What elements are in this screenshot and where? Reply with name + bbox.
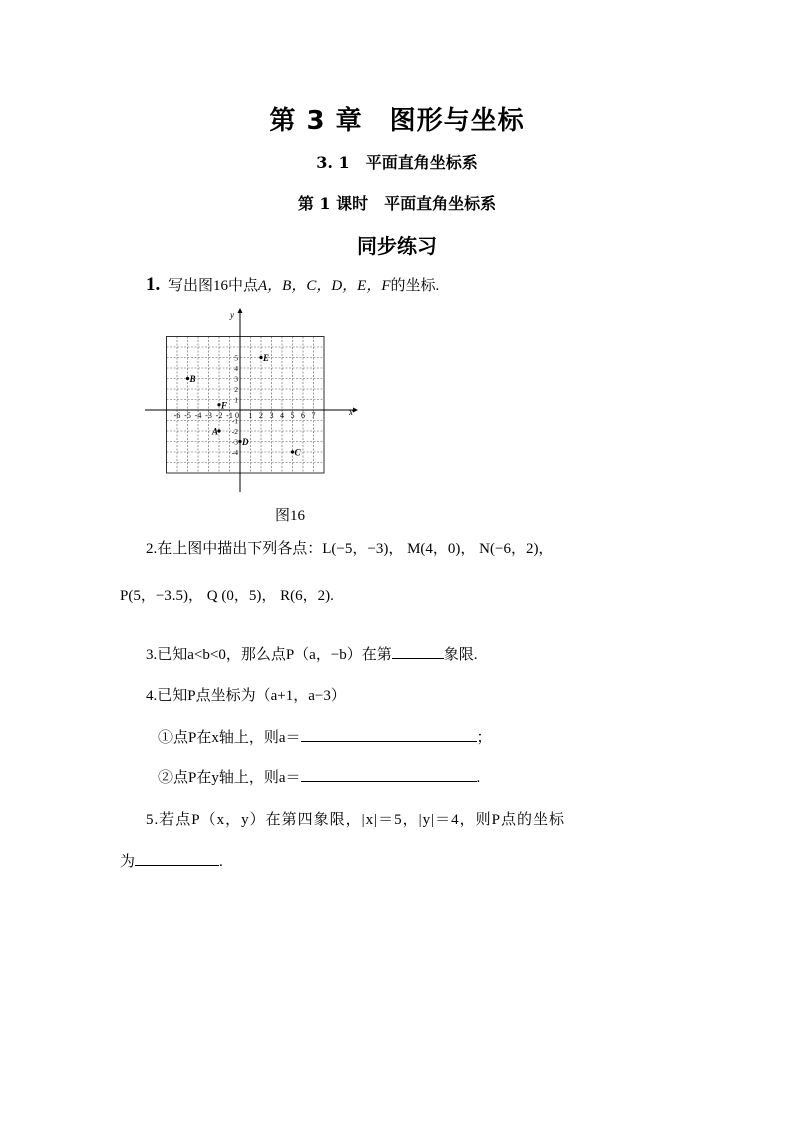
x-tick-label: 6 bbox=[301, 411, 305, 420]
point-label-e: E bbox=[263, 353, 270, 363]
y-axis-arrow bbox=[238, 308, 243, 313]
point-label-b: B bbox=[189, 374, 196, 384]
y-tick-label: 2 bbox=[234, 385, 238, 394]
question-5-line-2 bbox=[120, 850, 223, 871]
question-4-1-end: ； bbox=[476, 730, 492, 746]
figure-caption: 图16 bbox=[275, 508, 306, 524]
y-tick-label: -3 bbox=[231, 437, 238, 447]
x-tick-label: 2 bbox=[259, 411, 263, 420]
question-2-line-2: P(5，−3.5)， Q (0，5)， R(6，2). bbox=[120, 588, 334, 604]
y-tick-label: 4 bbox=[234, 364, 238, 373]
question-1-text-post: 的坐标. bbox=[390, 278, 440, 294]
answer-blank-q5[interactable] bbox=[135, 851, 219, 866]
chapter-title: 第 3 章 图形与坐标 bbox=[269, 106, 525, 136]
question-1-points: A，B，C，D，E，F bbox=[258, 278, 391, 294]
y-tick-label: 1 bbox=[234, 395, 238, 405]
x-axis-label: x bbox=[349, 407, 353, 417]
answer-blank-q4-2[interactable] bbox=[301, 767, 477, 782]
x-tick-label: 3 bbox=[269, 411, 274, 420]
y-tick-label: 5 bbox=[234, 353, 238, 363]
point-label-f: F bbox=[221, 400, 228, 411]
question-4-2-text: ②点P在y轴上，则a＝ bbox=[158, 770, 301, 786]
question-4-part-1 bbox=[158, 726, 492, 747]
x-tick-label: -4 bbox=[194, 411, 202, 420]
point-label-c: C bbox=[294, 447, 301, 458]
question-3-text-pre: 3.已知a<b<0，那么点P（a，−b）在第 bbox=[146, 647, 392, 663]
answer-blank-q3[interactable] bbox=[392, 644, 444, 659]
answer-blank-q4-1[interactable] bbox=[301, 727, 477, 742]
y-tick-label: -2 bbox=[231, 427, 238, 436]
y-tick-label: -1 bbox=[231, 416, 238, 426]
question-4-part-2 bbox=[158, 766, 480, 787]
y-tick-label: -4 bbox=[231, 448, 238, 457]
x-tick-label: -3 bbox=[205, 411, 212, 420]
x-tick-label: 5 bbox=[290, 411, 295, 420]
origin-label: 0 bbox=[235, 411, 239, 420]
question-3 bbox=[146, 643, 478, 664]
point-label-d: D bbox=[242, 437, 249, 447]
y-axis-label: y bbox=[230, 310, 234, 320]
y-tick-label: 3 bbox=[234, 374, 238, 384]
x-tick-label: -2 bbox=[215, 411, 223, 420]
question-1 bbox=[146, 274, 439, 296]
question-1-text-pre: 写出图16中点 bbox=[164, 278, 259, 294]
x-tick-label: -6 bbox=[173, 411, 181, 420]
x-tick-label: 4 bbox=[280, 411, 284, 420]
question-5-text-pre: 为 bbox=[120, 854, 136, 870]
x-tick-label: -5 bbox=[184, 411, 191, 420]
question-1-number: 1. bbox=[146, 274, 161, 295]
lesson-title: 第 1 课时 平面直角坐标系 bbox=[297, 194, 497, 213]
plotted-points bbox=[186, 353, 302, 458]
coordinate-grid-figure bbox=[145, 306, 365, 496]
question-5-line-1: 5.若点P（x，y）在第四象限，|x|＝5，|y|＝4，则P点的坐标 bbox=[146, 812, 565, 828]
x-tick-label: -1 bbox=[226, 411, 233, 420]
x-tick-label: 7 bbox=[311, 411, 316, 420]
point-label-a: A bbox=[212, 426, 219, 437]
question-4-1-text: ①点P在x轴上，则a＝ bbox=[158, 730, 301, 746]
section-title: 3. 1 平面直角坐标系 bbox=[316, 153, 478, 172]
question-3-text-post: 象限. bbox=[443, 647, 478, 663]
practice-title: 同步练习 bbox=[357, 234, 437, 258]
question-4-2-end: . bbox=[476, 770, 481, 786]
question-5-text-post: . bbox=[219, 854, 223, 870]
x-axis-arrow bbox=[353, 408, 358, 413]
x-tick-label: 1 bbox=[248, 411, 253, 420]
question-2-line-1: 2.在上图中描出下列各点：L(−5，−3)， M(4，0)， N(−6，2)， bbox=[146, 541, 554, 557]
tick-labels bbox=[174, 310, 353, 457]
question-4: 4.已知P点坐标为（a+1，a−3） bbox=[146, 688, 346, 704]
